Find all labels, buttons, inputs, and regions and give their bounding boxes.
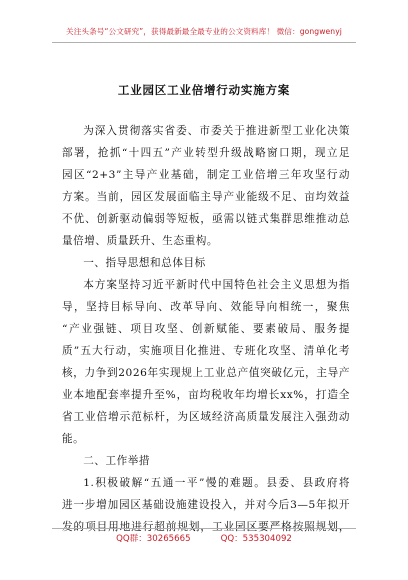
body-line: 发的项目用地进行超前规划，工业园区要严格按照规划，: [62, 521, 350, 533]
footer-qq-number: QQ：535304092: [220, 534, 292, 544]
body-line: 核，力争到2026年实现规上工业总产值突破亿元，主导产: [62, 367, 350, 379]
body-line: 方案。当前，园区发展面临主导产业能级不足、亩均效益: [62, 191, 350, 203]
body-line: 1.积极破解“五通一平”慢的难题。县委、县政府将: [83, 477, 350, 489]
body-line: 不优、创新驱动偏弱等短板，亟需以链式集群思维推动总: [62, 213, 350, 225]
body-line: 本方案坚持习近平新时代中国特色社会主义思想为指: [83, 279, 350, 291]
document-title: 工业园区工业倍增行动实施方案: [117, 83, 291, 97]
body-line: 为深入贯彻落实省委、市委关于推进新型工业化决策: [83, 125, 350, 137]
section-heading: 二、工作举措: [83, 455, 151, 467]
footer-contact: [0, 532, 408, 544]
body-line: 量倍增、质量跃升、生态重构。: [62, 235, 219, 247]
footer-qq-group: QQ群：30265665: [116, 534, 191, 544]
body-line: 能。: [62, 433, 85, 445]
body-line: 导，坚持目标导向、改革导向、效能导向相统一，聚焦: [62, 301, 350, 313]
section-heading: 一、指导思想和总体目标: [83, 257, 206, 269]
body-line: 省工业倍增示范标杆，为区域经济高质量发展注入强劲动: [62, 411, 350, 423]
body-line: 业本地配套率提升至%，亩均税收年均增长xx%，打造全: [62, 389, 350, 401]
header-banner: 关注头条号“公文研究”，获得最新最全最专业的公文资料库！ 微信：gongwenyj: [66, 27, 342, 36]
body-line: 进一步增加园区基础设施建设投入，并对今后3—5年拟开: [62, 499, 350, 511]
header-divider: [52, 42, 356, 43]
footer-divider: [52, 528, 356, 529]
body-line: 园区“2+3”主导产业基础，制定工业倍增三年攻坚行动: [62, 169, 350, 181]
document-body: [62, 120, 350, 538]
body-line: “产业强链、项目攻坚、创新赋能、要素破局、服务提: [62, 323, 350, 335]
body-line: 质”五大行动，实施项目化推进、专班化攻坚、清单化考: [62, 345, 350, 357]
body-line: 部署，抢抓“十四五”产业转型升级战略窗口期，现立足: [62, 147, 350, 159]
